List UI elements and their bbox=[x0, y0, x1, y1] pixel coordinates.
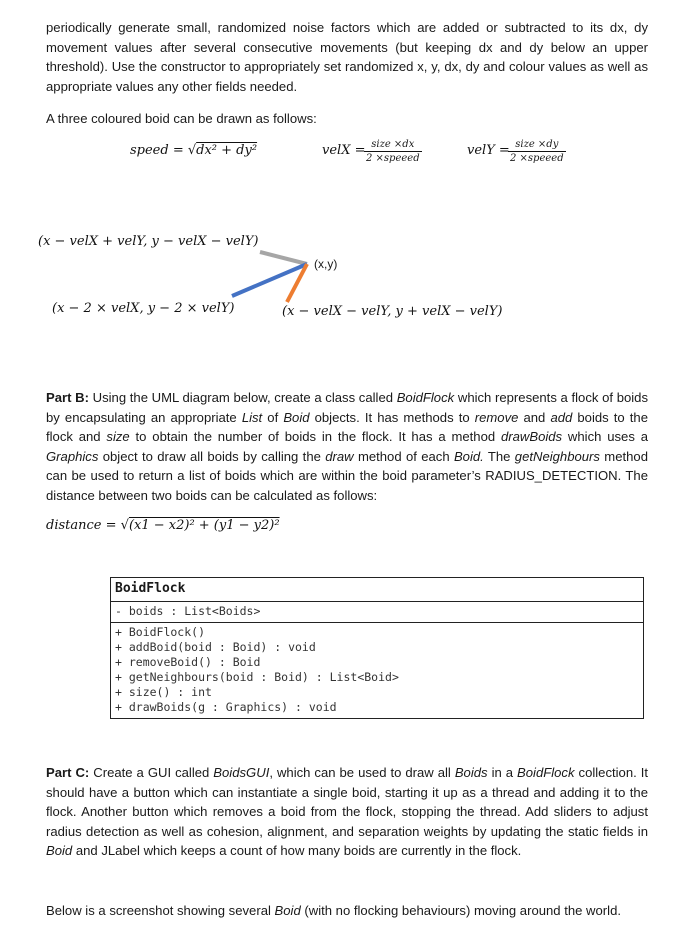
uml-method: + removeBoid() : Boid bbox=[115, 655, 261, 669]
part-b-text: BoidFlock bbox=[396, 390, 455, 405]
part-b-text: Graphics bbox=[46, 448, 99, 464]
part-c-text: , which can be used to draw all bbox=[269, 765, 455, 780]
part-b-text: size bbox=[106, 429, 130, 444]
sqrt-symbol: √ bbox=[120, 518, 129, 533]
point-top-left-label: (x − velX + velY, y − velX − velY) bbox=[38, 234, 259, 249]
part-b-text: getNeighbours bbox=[514, 448, 600, 464]
part-c-paragraph bbox=[46, 763, 648, 861]
uml-class-name: BoidFlock bbox=[115, 581, 186, 596]
part-b-text: method of each bbox=[353, 448, 454, 464]
boid-blue-edge bbox=[232, 264, 307, 296]
part-b-text: Boid bbox=[283, 409, 310, 425]
part-c-text: Boids bbox=[454, 765, 488, 780]
part-c-text: Boid bbox=[46, 843, 73, 858]
vely-numerator: size ×dy bbox=[515, 139, 559, 150]
part-c-text: BoidsGUI bbox=[213, 765, 270, 780]
part-b-text: and bbox=[518, 409, 551, 425]
part-b-text: add bbox=[550, 409, 573, 425]
point-bottom-left-label: (x − 2 × velX, y − 2 × velY) bbox=[52, 301, 235, 316]
boid-grey-edge bbox=[260, 252, 307, 264]
part-b-text: drawBoids bbox=[500, 429, 563, 444]
uml-method: + BoidFlock() bbox=[115, 625, 206, 639]
part-b-text: remove bbox=[474, 409, 519, 425]
vely-denominator: 2 ×speeed bbox=[510, 153, 564, 164]
velx-denominator: 2 ×speeed bbox=[366, 153, 420, 164]
velx-numerator: size ×dx bbox=[371, 139, 415, 150]
part-b-text: List bbox=[241, 409, 263, 425]
uml-method: + size() : int bbox=[115, 685, 212, 699]
speed-formula-lhs: speed = bbox=[130, 143, 188, 158]
screenshot-note-text: Below is a screenshot showing several bbox=[46, 903, 275, 918]
screenshot-note-text: Boid bbox=[274, 903, 301, 918]
part-b-text: method can be used to return a list of boids which are within the boid parameter’s RADIUS_DETECTION. The distance between two boids can be calculated as follows: bbox=[46, 448, 648, 503]
part-c-text: in a bbox=[487, 765, 518, 780]
uml-method: + getNeighbours(boid : Boid) : List<Boid> bbox=[115, 670, 399, 684]
part-c-text: and JLabel which keeps a count of how many boids are currently in the flock. bbox=[72, 843, 522, 858]
part-b-text: Boid. bbox=[453, 448, 484, 464]
part-b-text: to obtain the number of boids in the flock. It has a method bbox=[129, 429, 501, 444]
part-b-text: which uses a bbox=[562, 429, 648, 444]
speed-formula-rhs: dx² + dy² bbox=[196, 143, 258, 158]
vely-formula-lhs: velY = bbox=[467, 143, 510, 158]
uml-field: - boids : List<Boids> bbox=[115, 604, 261, 618]
uml-method: + addBoid(boid : Boid) : void bbox=[115, 640, 316, 654]
sqrt-symbol: √ bbox=[187, 143, 197, 158]
point-bottom-right-label: (x − velX − velY, y + velX − velY) bbox=[282, 304, 503, 319]
point-center-label: (x,y) bbox=[314, 257, 338, 271]
distance-formula-rhs: (x1 − x2)² + (y1 − y2)² bbox=[128, 518, 280, 533]
uml-fields-section bbox=[111, 601, 643, 622]
part-b-text: draw bbox=[325, 448, 354, 464]
screenshot-note bbox=[46, 901, 648, 921]
part-b-text: Using the UML diagram below, create a class called bbox=[88, 390, 397, 405]
part-c-text: collection. It should have a button which can instantiate a single boid, starting it up as a thread and adding it to the flock. Another button which removes a boid from the flock, stopping the thread. Add sliders to adjust radius detection as well as cohesion, alignment, and separation weights by updating the static fields in bbox=[46, 765, 649, 839]
distance-formula bbox=[46, 518, 280, 533]
part-b-label: Part B: bbox=[46, 390, 89, 405]
uml-methods-section bbox=[111, 622, 643, 718]
part-b-text: which represents a flock of boids by encapsulating an appropriate bbox=[46, 390, 648, 425]
distance-formula-lhs: distance = bbox=[46, 518, 121, 533]
part-b-text: object to draw all boids by calling the bbox=[98, 448, 326, 464]
velx-formula-lhs: velX = bbox=[322, 143, 366, 158]
uml-class-diagram bbox=[110, 577, 644, 719]
screenshot-note-text: (with no flocking behaviours) moving around the world. bbox=[300, 903, 621, 918]
part-b-text: of bbox=[262, 409, 284, 425]
part-b-paragraph bbox=[46, 388, 648, 505]
draw-intro-text: A three coloured boid can be drawn as follows: bbox=[46, 111, 317, 126]
part-b-text: The bbox=[483, 448, 515, 464]
part-b-text: objects. It has methods to bbox=[309, 409, 475, 425]
part-c-text: BoidFlock bbox=[517, 765, 575, 780]
part-b-text: boids to the flock and bbox=[46, 409, 648, 444]
uml-method: + drawBoids(g : Graphics) : void bbox=[115, 700, 337, 714]
part-c-label: Part C: bbox=[46, 765, 90, 780]
part-c-text: Create a GUI called bbox=[89, 765, 214, 780]
intro-paragraph: periodically generate small, randomized noise factors which are added or subtracted to its dx, dy movement values after several consecutive movements (but keeping dx and dy below an upper threshold). Use the constructor to appropriately set randomized x, y, dx, dy and colour values as well as appropriate values any other fields needed. bbox=[46, 20, 648, 94]
